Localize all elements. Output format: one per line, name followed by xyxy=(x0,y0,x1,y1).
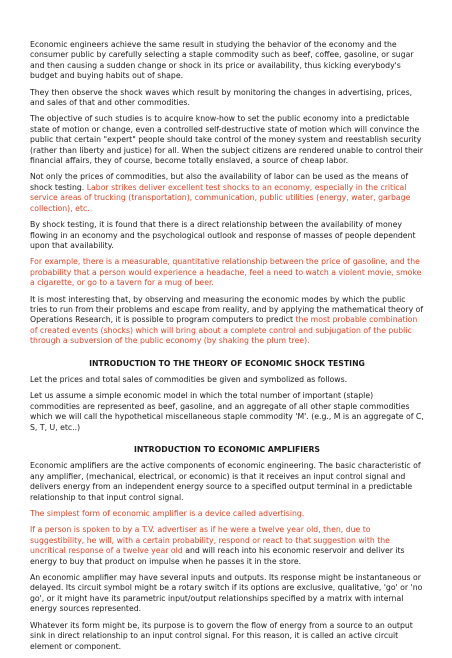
paragraph-4-text: Not only the prices of commodities, but also the availability of labor can be used as the means of shock testing. xyxy=(30,172,409,192)
paragraph-4 xyxy=(30,172,424,214)
heading-economic-amplifiers: INTRODUCTION TO ECONOMIC AMPLIFIERS xyxy=(134,445,320,454)
paragraph-8: Let the prices and total sales of commodities be given and symbolized as follows. xyxy=(30,374,348,384)
paragraph-5: By shock testing, it is found that there is a direct relationship between the availability of money flowing in an economy and the psychological outlook and response of masses of people dependent upon that availability. xyxy=(30,220,416,250)
paragraph-14: Whatever its form might be, its purpose is to govern the flow of energy from a source to an output sink in direct relationship to an input control signal. For this reason, it is called an active circuit element or component. xyxy=(30,620,413,651)
heading-shock-testing: INTRODUCTION TO THE THEORY OF ECONOMIC SHOCK TESTING xyxy=(89,358,365,368)
paragraph-6-highlight: For example, there is a measurable, quantitative relationship between the price of gasoline, and the probability that a person would experience a headache, feel a need to watch a violent movie, smoke a cigarette, or go to a tavern for a mug of beer. xyxy=(30,257,422,288)
paragraph-7-text: It is most interesting that, by observing and measuring the economic modes by which the public tries to run from their problems and escape from reality, and by applying the mathematical theory of Operations Research, it is possible to program computers to predict xyxy=(30,294,424,325)
paragraph-4-highlight: Labor strikes deliver excellent test shocks to an economy, especially in the critical service areas of trucking (transportation), communication, public utilities (energy, water, garbage collection), etc. xyxy=(30,182,411,213)
paragraph-12-text: and will reach into his economic reservoir and deliver its energy to buy that product on impulse when he passes it in the store. xyxy=(30,546,405,566)
document-page xyxy=(30,40,424,658)
paragraph-3: The objective of such studies is to acquire know-how to set the public economy into a predictable state of motion or change, even a controlled self-destructive state of motion which will convince the public that certain "expert" people should take control of the money system and reestablish security (rather than liberty and justice) for all. When the subject citizens are rendered unable to control their financial affairs, they of course, become totally enslaved, a source of cheap labor. xyxy=(30,114,423,166)
paragraph-11-highlight: The simplest form of economic amplifier is a device called advertising. xyxy=(30,509,305,519)
paragraph-2: They then observe the shock waves which result by monitoring the changes in advertising, prices, and sales of that and other commodities. xyxy=(30,87,413,108)
paragraph-13: An economic amplifier may have several inputs and outputs. Its response might be instantaneous or delayed. Its circuit symbol might be a rotary switch if its options are exclusive, qualitative, 'go' or 'no go', or it might have its parametric input/output relationships specified by a matrix with internal energy sources represented. xyxy=(30,573,423,614)
paragraph-12 xyxy=(30,525,424,567)
paragraph-9: Let us assume a simple economic model in which the total number of important (staple) commodities are represented as beef, gasoline, and an aggregate of all other staple commodities which we will call the hypothetical miscellaneous staple commodity 'M'. (e.g., M is an aggregate of C, S, T, U, etc..) xyxy=(30,391,424,432)
paragraph-1: Economic engineers achieve the same result in studying the behavior of the economy and the consumer public by carefully selecting a staple commodity such as beef, coffee, gasoline, or sugar and then causing a sudden change or shock in its price or availability, thus kicking everybody's budget and buying habits out of shape. xyxy=(30,40,414,81)
paragraph-12-highlight: If a person is spoken to by a T.V. advertiser as if he were a twelve year old, then, due to suggestibility, he will, with a certain probability, respond or react to that suggestion with the uncritical response of a twelve year old xyxy=(30,525,390,556)
paragraph-7-highlight: the most probable combination of created events (shocks) which will bring about a complete control and subjugation of the public through a subversion of the public economy (by shaking the plum tree). xyxy=(30,315,418,346)
paragraph-7 xyxy=(30,295,424,347)
paragraph-10: Economic amplifiers are the active components of economic engineering. The basic characteristic of any amplifier, (mechanical, electrical, or economic) is that it receives an input control signal and delivers energy from an independent energy source to a specified output terminal in a predictable relationship to that input control signal. xyxy=(30,461,421,502)
